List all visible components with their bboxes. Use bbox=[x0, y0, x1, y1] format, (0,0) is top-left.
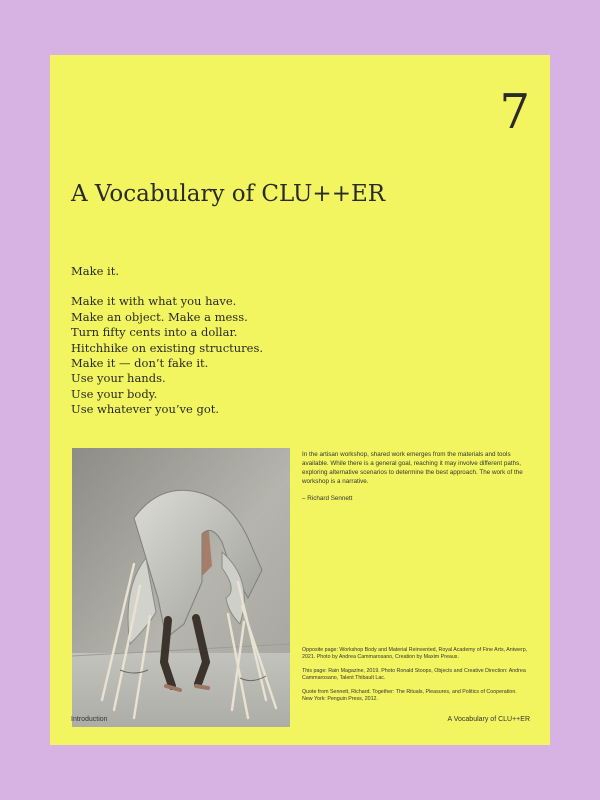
footer-book-title: A Vocabulary of CLU++ER bbox=[447, 716, 530, 723]
photograph-illustration bbox=[72, 448, 290, 727]
poem-line: Use whatever you’ve got. bbox=[71, 402, 220, 417]
poem-line: Turn fifty cents into a dollar. bbox=[71, 325, 238, 340]
poem-line: Make an object. Make a mess. bbox=[71, 309, 248, 324]
document-page bbox=[50, 55, 550, 745]
poem-line: Use your hands. bbox=[71, 371, 166, 386]
poem-line: Make it with what you have. bbox=[71, 294, 237, 309]
poem bbox=[71, 264, 331, 418]
photograph bbox=[72, 448, 290, 727]
quote-author: – Richard Sennett bbox=[302, 495, 353, 503]
page-number: 7 bbox=[499, 84, 530, 140]
poem-line: Make it — don’t fake it. bbox=[71, 356, 209, 371]
caption: Opposite page: Workshop Body and Material Reinvented, Royal Academy of Fine Arts, Antwerp, 2021. Photo by Andrea Cammarosano, Creation by Maxim Preaux. bbox=[302, 647, 528, 661]
caption: This page: Rain Magazine, 2019. Photo Ronald Stoops, Objects and Creative Direction: Andrea Cammarosano, Talent Thibault Lac. bbox=[302, 667, 526, 682]
quote-block bbox=[302, 450, 528, 503]
poem-intro: Make it. bbox=[71, 264, 120, 278]
poem-line: Use your body. bbox=[71, 386, 158, 401]
page-title: A Vocabulary of CLU++ER bbox=[71, 181, 386, 207]
caption-block bbox=[302, 647, 528, 709]
poem-line: Hitchhike on existing structures. bbox=[71, 340, 264, 355]
footer-section-label: Introduction bbox=[71, 716, 108, 723]
caption: Quote from Sennett, Richard. Together: The Rituals, Pleasures, and Politics of Cooperation. New York: Penguin Press, 2012. bbox=[302, 688, 517, 703]
quote-text: In the artisan workshop, shared work emerges from the materials and tools available. While there is a general goal, reaching it may involve different paths, exploring alternative scenarios to determine the best approach. The work of the workshop is a narrative. bbox=[302, 451, 523, 486]
